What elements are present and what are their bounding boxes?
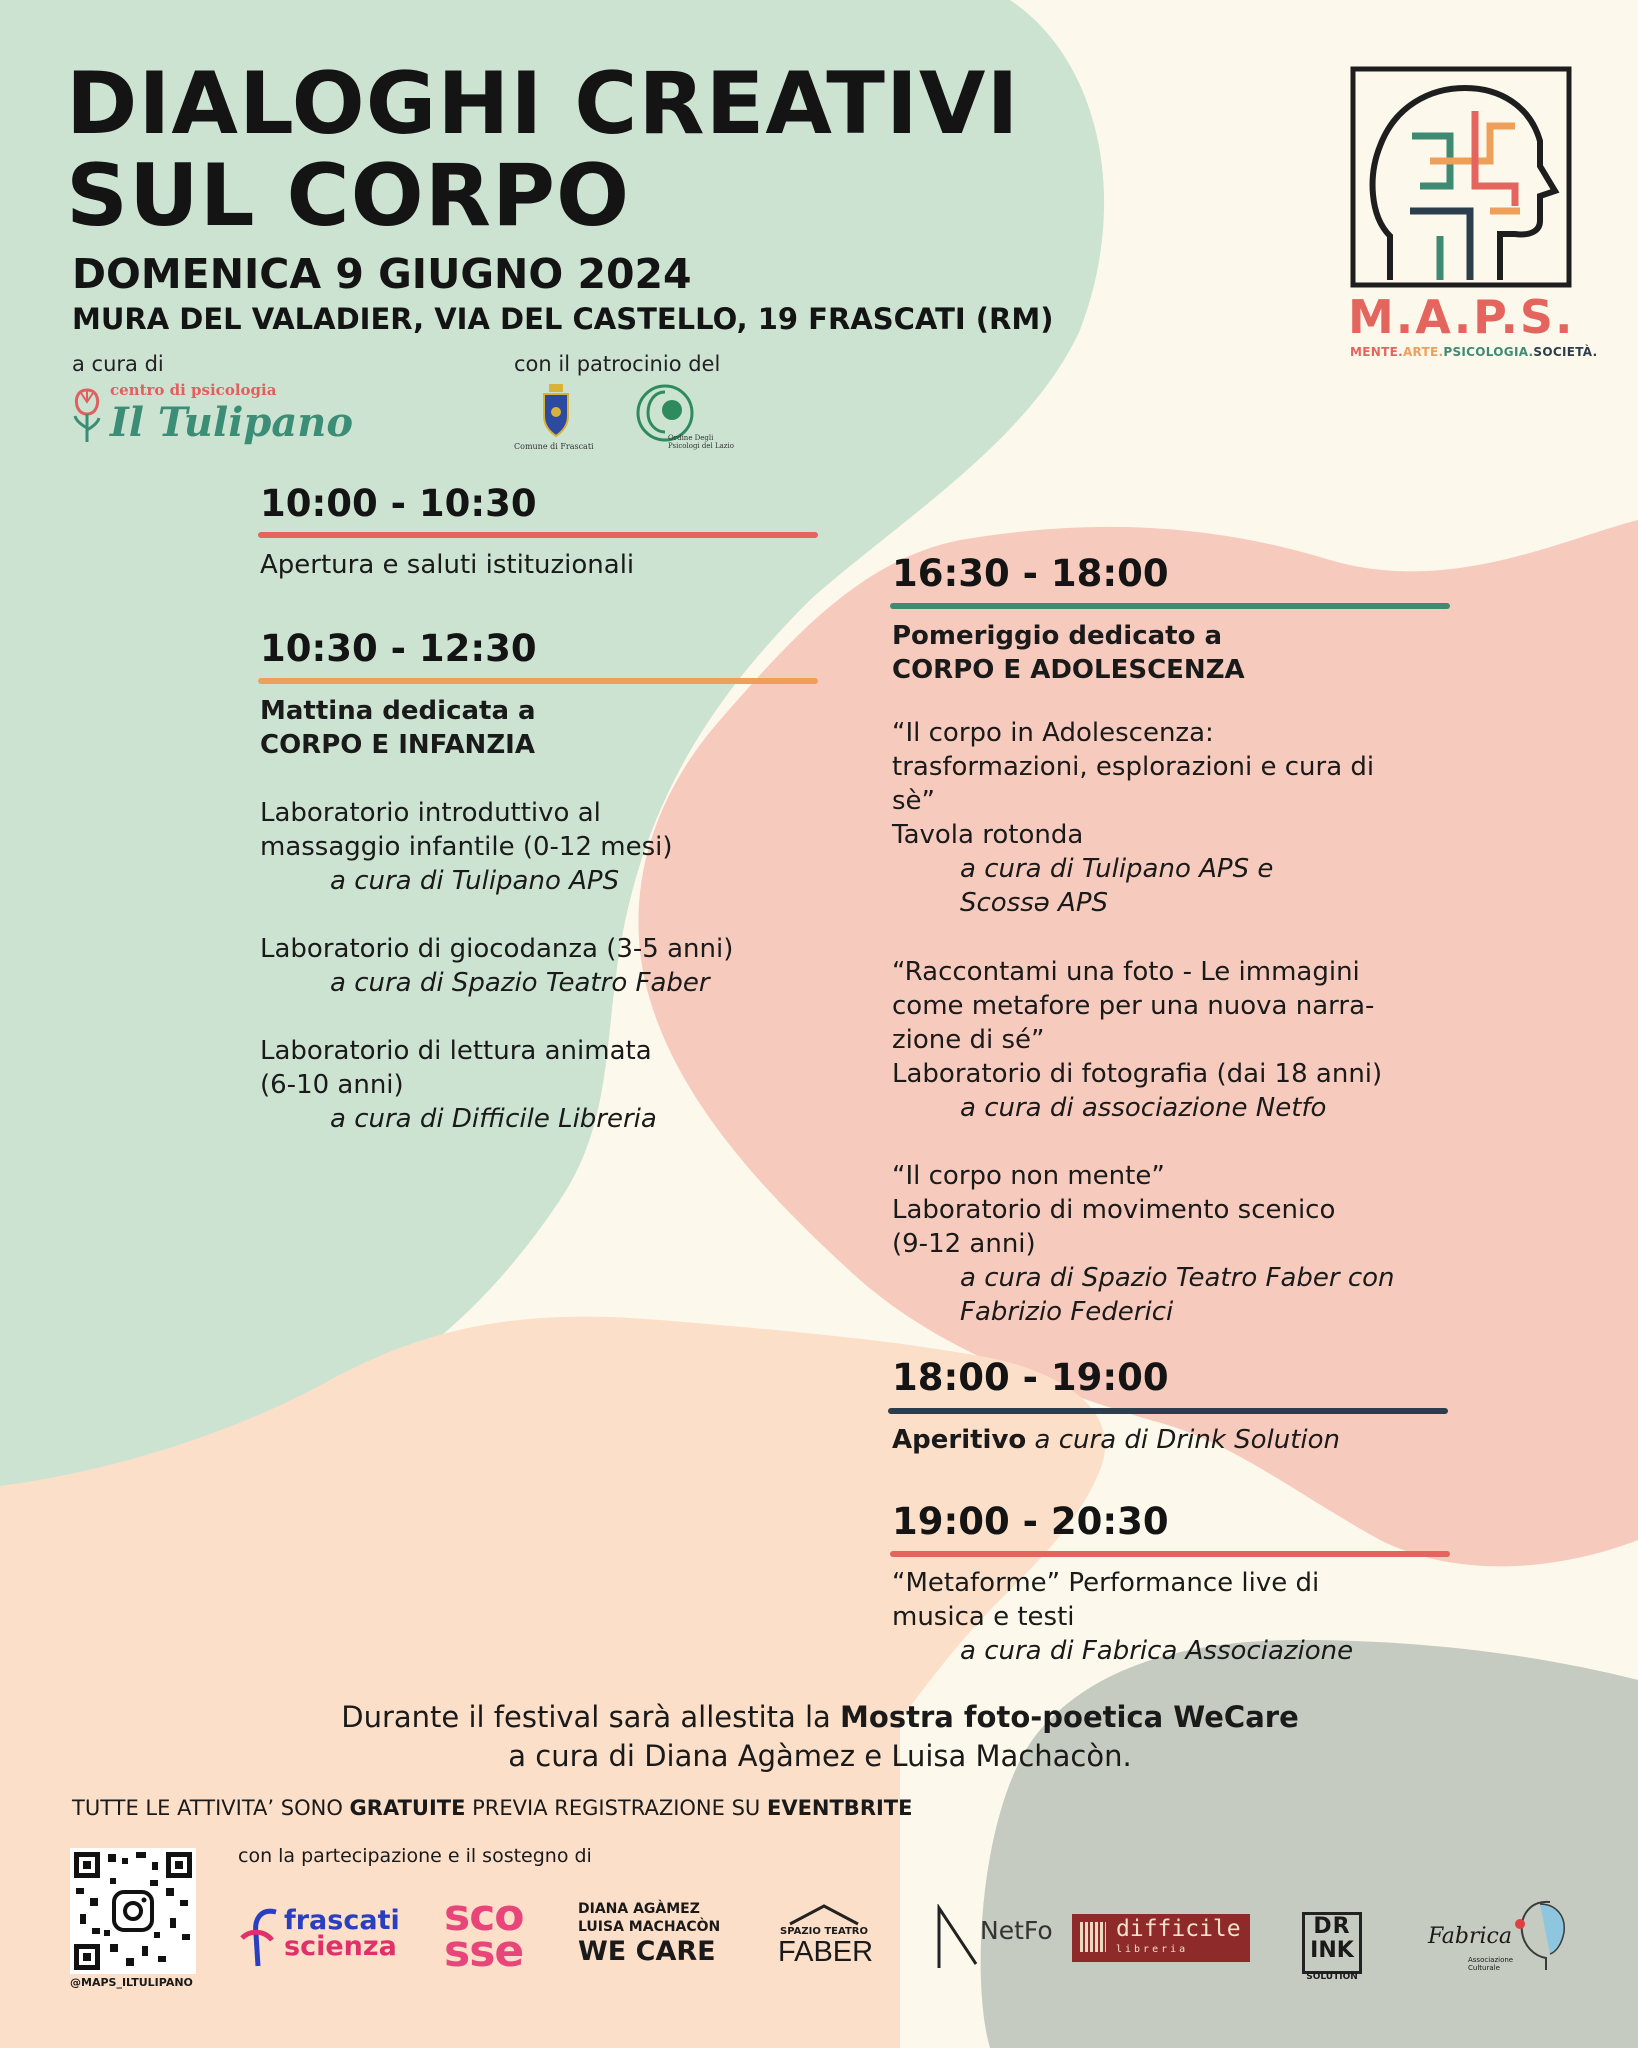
slot4-description: [892, 1423, 1340, 1457]
tagline-psicologia: PSICOLOGIA.: [1443, 345, 1534, 359]
title-line-1: DIALOGHI CREATIVI: [66, 54, 1020, 154]
slot4-curator: a cura di Drink Solution: [1034, 1425, 1341, 1455]
faber-logo: [778, 1926, 874, 1968]
tulipano-subtitle: centro di psicologia: [110, 381, 277, 399]
qr-code-icon[interactable]: [70, 1848, 196, 1974]
scosse-line2: sse: [444, 1926, 524, 1977]
free-registration-note: [72, 1796, 912, 1820]
faber-line1: SPAZIO TEATRO: [780, 1926, 868, 1937]
activity-giocodanza: [260, 932, 733, 1000]
drink-line2: INK: [1310, 1938, 1354, 1963]
slot2-heading: [260, 694, 536, 762]
activity-giocodanza-line1: Laboratorio di giocodanza (3-5 anni): [260, 934, 734, 964]
activity-lettura: [260, 1034, 657, 1136]
frascati-word: frascati: [284, 1905, 400, 1936]
activity-corpo-non-mente-line1: “Il corpo non mente”: [892, 1161, 1165, 1191]
maps-tagline: [1350, 345, 1597, 359]
netfo-logo: NetFo: [980, 1916, 1053, 1945]
scienza-word: scienza: [284, 1931, 397, 1962]
activity-raccontami-line2: come metafore per una nuova narra-: [892, 991, 1375, 1021]
slot2-time: 10:30 - 12:30: [260, 627, 537, 670]
support-label: con la partecipazione e il sostegno di: [238, 1845, 592, 1867]
activity-raccontami-line1: “Raccontami una foto - Le immagini: [892, 957, 1360, 987]
frascati-scienza-icon: [236, 1906, 284, 1970]
activity-adolescenza-line3: sè”: [892, 786, 936, 816]
fabrica-logo: Fabrica: [1428, 1924, 1512, 1949]
activity-corpo-non-mente-line3: (9-12 anni): [892, 1229, 1036, 1259]
patronage-label: con il patrocinio del: [514, 352, 721, 376]
slot5-divider: [890, 1551, 1450, 1557]
activity-raccontami: [892, 955, 1382, 1125]
activity-massaggio-line1: Laboratorio introduttivo al: [260, 798, 601, 828]
activity-corpo-non-mente: [892, 1159, 1395, 1329]
free-gratuite: GRATUITE: [349, 1796, 466, 1820]
slot1-description: Apertura e saluti istituzionali: [260, 550, 635, 580]
activity-massaggio: [260, 796, 673, 898]
activity-lettura-curator: a cura di Difficile Libreria: [330, 1104, 657, 1134]
slot3-heading: [892, 619, 1245, 687]
frascati-scienza-logo: [284, 1905, 400, 1962]
activity-metaforme-line2: musica e testi: [892, 1602, 1075, 1632]
tagline-arte: ARTE.: [1402, 345, 1444, 359]
curated-label: a cura di: [72, 352, 164, 376]
activity-raccontami-line4: Laboratorio di fotografia (dai 18 anni): [892, 1059, 1383, 1089]
tagline-mente: MENTE.: [1350, 345, 1403, 359]
maps-head-logo-icon: [1350, 66, 1572, 288]
wecare-title: WE CARE: [578, 1936, 716, 1967]
activity-adolescenza-line2: trasformazioni, esplorazioni e cura di: [892, 752, 1375, 782]
drink-line1: DR: [1313, 1914, 1351, 1939]
activity-raccontami-line3: zione di sé”: [892, 1025, 1045, 1055]
slot3-time: 16:30 - 18:00: [892, 552, 1169, 595]
slot4-aperitivo: Aperitivo: [892, 1425, 1027, 1455]
drink-solution-logo: [1302, 1912, 1362, 1974]
libreria-word: libreria: [1116, 1944, 1189, 1955]
activity-adolescenza: [892, 716, 1374, 920]
activity-adolescenza-curator1: a cura di Tulipano APS e: [960, 854, 1274, 884]
free-mid: PREVIA REGISTRAZIONE SU: [465, 1796, 767, 1820]
slot3-heading-line1: Pomeriggio dedicato a: [892, 621, 1223, 651]
activity-lettura-line2: (6-10 anni): [260, 1070, 404, 1100]
qr-handle: @MAPS_ILTULIPANO: [70, 1976, 193, 1989]
wecare-name2: LUISA MACHACÒN: [578, 1919, 721, 1935]
slot1-time: 10:00 - 10:30: [260, 482, 537, 525]
exhibit-line1: [260, 1698, 1380, 1737]
activity-metaforme-curator: a cura di Fabrica Associazione: [960, 1636, 1354, 1666]
activity-raccontami-curator: a cura di associazione Netfo: [960, 1093, 1327, 1123]
exhibit-line2: a cura di Diana Agàmez e Luisa Machacòn.: [508, 1739, 1132, 1773]
wecare-logo: [578, 1900, 720, 1968]
activity-giocodanza-curator: a cura di Spazio Teatro Faber: [330, 968, 710, 998]
slot1-divider: [258, 532, 818, 538]
scosse-line1: sco: [444, 1890, 524, 1941]
activity-massaggio-line2: massaggio infantile (0-12 mesi): [260, 832, 673, 862]
tagline-societa: SOCIETÀ.: [1533, 345, 1598, 359]
wecare-name1: DIANA AGÀMEZ: [578, 1901, 700, 1917]
fabrica-face-icon: [1506, 1896, 1570, 1974]
slot2-heading-line2: CORPO E INFANZIA: [260, 730, 535, 760]
faber-line2: FABER: [778, 1936, 874, 1968]
exhibit-bold: Mostra foto-poetica WeCare: [840, 1700, 1299, 1734]
slot5-time: 19:00 - 20:30: [892, 1500, 1169, 1543]
activity-metaforme: [892, 1566, 1353, 1668]
fabrica-subtitle: Associazione Culturale: [1468, 1956, 1514, 1972]
slot4-time: 18:00 - 19:00: [892, 1356, 1169, 1399]
tulipano-logo-text: Il Tulipano: [110, 399, 354, 446]
activity-corpo-non-mente-curator2: Fabrizio Federici: [960, 1297, 1174, 1327]
event-date: DOMENICA 9 GIUGNO 2024: [72, 250, 692, 298]
title-line-2: SUL CORPO: [66, 146, 631, 246]
activity-adolescenza-line4: Tavola rotonda: [892, 820, 1084, 850]
difficile-books-icon: [1080, 1922, 1106, 1952]
slot3-heading-line2: CORPO E ADOLESCENZA: [892, 655, 1245, 685]
activity-adolescenza-curator2: Scossə APS: [960, 888, 1109, 918]
activity-adolescenza-line1: “Il corpo in Adolescenza:: [892, 718, 1214, 748]
comune-crest-icon: [540, 382, 572, 440]
slot3-divider: [890, 603, 1450, 609]
slot4-divider: [888, 1408, 1448, 1414]
activity-corpo-non-mente-curator1: a cura di Spazio Teatro Faber con: [960, 1263, 1395, 1293]
slot2-heading-line1: Mattina dedicata a: [260, 696, 536, 726]
scosse-logo: [444, 1890, 524, 1977]
free-pre: TUTTE LE ATTIVITA’ SONO: [72, 1796, 350, 1820]
activity-metaforme-line1: “Metaforme” Performance live di: [892, 1568, 1320, 1598]
tulip-icon: [70, 384, 104, 444]
exhibit-note: [260, 1698, 1380, 1776]
exhibit-pre: Durante il festival sarà allestita la: [341, 1700, 841, 1734]
drink-solution-subtitle: SOLUTION: [1306, 1972, 1358, 1982]
maps-logo-name: M.A.P.S.: [1348, 290, 1575, 344]
free-eventbrite: EVENTBRITE: [766, 1796, 913, 1820]
event-location: MURA DEL VALADIER, VIA DEL CASTELLO, 19 FRASCATI (RM): [72, 302, 1054, 336]
comune-label: Comune di Frascati: [514, 442, 594, 451]
netfo-icon: [936, 1904, 980, 1970]
faber-roof-icon: [786, 1902, 862, 1926]
poster-title: [66, 54, 1020, 246]
activity-lettura-line1: Laboratorio di lettura animata: [260, 1036, 652, 1066]
difficile-word: difficile: [1116, 1916, 1241, 1942]
activity-massaggio-curator: a cura di Tulipano APS: [330, 866, 620, 896]
activity-corpo-non-mente-line2: Laboratorio di movimento scenico: [892, 1195, 1336, 1225]
difficile-logo: [1072, 1914, 1250, 1962]
ordine-label: Ordine Degli Psicologi del Lazio: [668, 434, 734, 450]
slot2-divider: [258, 678, 818, 684]
